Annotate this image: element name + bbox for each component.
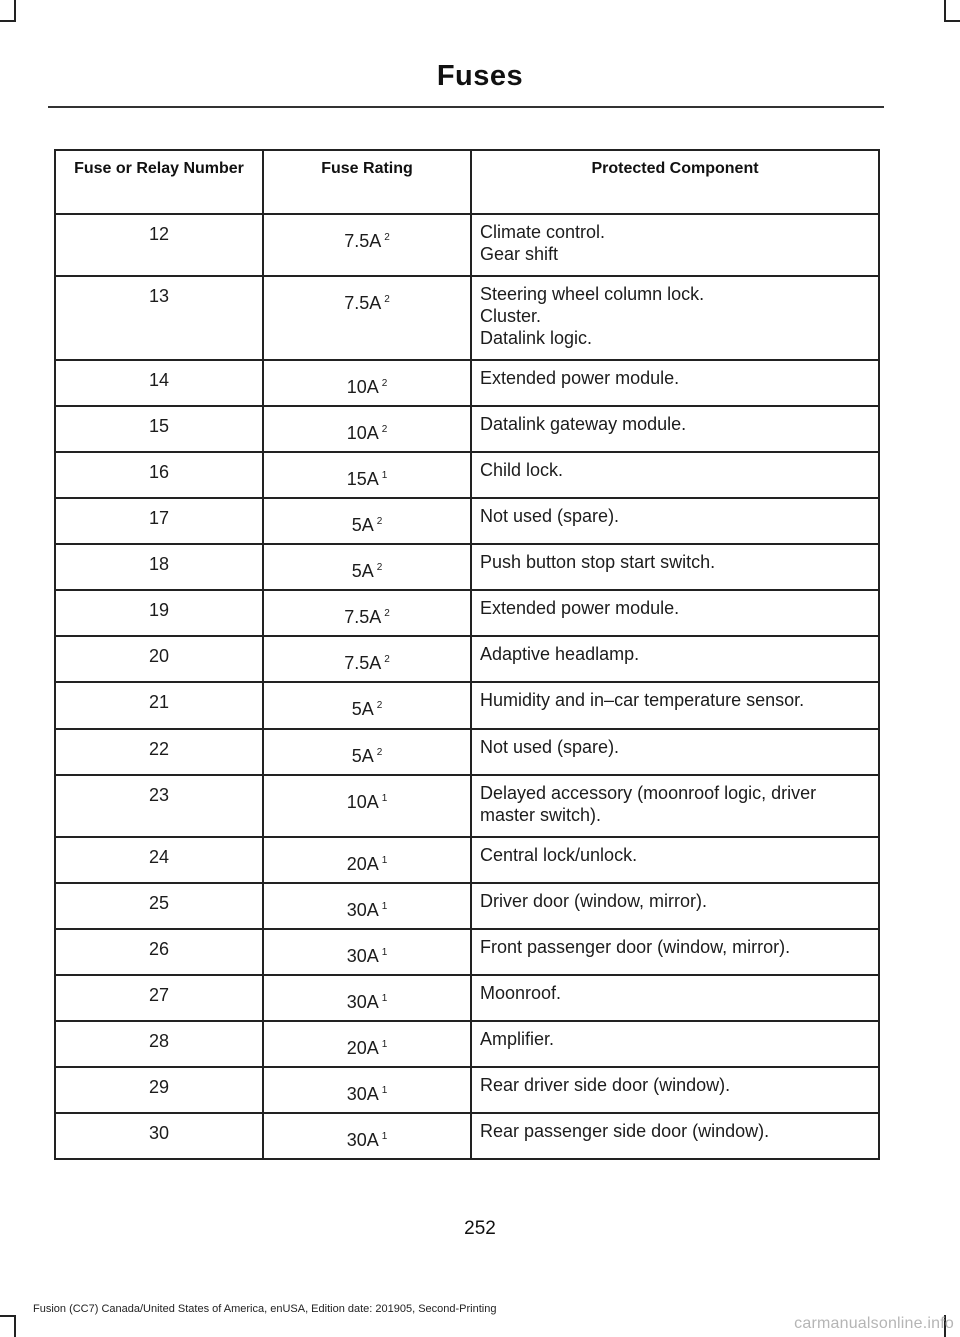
fuse-number: 30 [55, 1113, 263, 1159]
protected-component: Adaptive headlamp. [480, 644, 640, 664]
fuse-number: 14 [55, 360, 263, 406]
table-row [55, 214, 879, 276]
fuse-rating-cell [263, 214, 471, 276]
protected-component-cell [471, 883, 879, 929]
fuse-number: 16 [55, 452, 263, 498]
table-row [55, 498, 879, 544]
footnote-marker: 1 [381, 793, 388, 804]
footnote-marker: 2 [384, 294, 390, 305]
crop-mark [0, 20, 16, 22]
fuse-rating-cell [263, 360, 471, 406]
fuse-rating-cell [263, 929, 471, 975]
table-row [55, 276, 879, 360]
fuse-number: 28 [55, 1021, 263, 1067]
footnote-marker: 2 [384, 232, 390, 243]
footnote-marker: 2 [384, 608, 390, 619]
protected-component-cell [471, 360, 879, 406]
protected-component-cell [471, 975, 879, 1021]
crop-mark [14, 0, 16, 22]
fuse-rating-cell [263, 883, 471, 929]
fuse-number: 19 [55, 590, 263, 636]
table-header-row [55, 150, 879, 214]
table-row [55, 360, 879, 406]
fuse-rating: 5A [351, 515, 374, 535]
fuse-number: 20 [55, 636, 263, 682]
protected-component: Steering wheel column lock. [480, 284, 705, 304]
protected-component-cell [471, 544, 879, 590]
fuse-number: 26 [55, 929, 263, 975]
fuse-number: 24 [55, 837, 263, 883]
table-row [55, 1067, 879, 1113]
footnote-marker: 1 [381, 470, 388, 481]
fuse-rating: 30A [346, 946, 379, 966]
table-row [55, 883, 879, 929]
table-row [55, 1021, 879, 1067]
title-divider [48, 106, 884, 108]
protected-component: Driver door (window, mirror). [480, 891, 708, 911]
protected-component: Central lock/unlock. [480, 845, 638, 865]
table-row [55, 544, 879, 590]
footnote-marker: 1 [381, 993, 388, 1004]
fuse-rating: 15A [346, 469, 379, 489]
fuse-rating-cell [263, 406, 471, 452]
fuse-number: 15 [55, 406, 263, 452]
fuse-table [54, 149, 880, 1160]
fuse-number: 18 [55, 544, 263, 590]
fuse-rating-cell [263, 276, 471, 360]
fuse-number: 21 [55, 682, 263, 729]
fuse-rating-cell [263, 975, 471, 1021]
protected-component: Rear driver side door (window). [480, 1075, 731, 1095]
fuse-number: 25 [55, 883, 263, 929]
fuse-rating-cell [263, 775, 471, 837]
fuse-rating: 30A [346, 992, 379, 1012]
protected-component-cell [471, 276, 879, 360]
footnote-marker: 2 [384, 654, 390, 665]
fuse-number: 22 [55, 729, 263, 775]
fuse-number: 23 [55, 775, 263, 837]
fuse-rating: 30A [346, 1130, 379, 1150]
fuse-number: 12 [55, 214, 263, 276]
table-row [55, 929, 879, 975]
footnote-marker: 1 [381, 1131, 388, 1142]
footnote-marker: 1 [381, 1039, 388, 1050]
footer-text: Fusion (CC7) Canada/United States of America, enUSA, Edition date: 201905, Second-Printing [33, 1303, 497, 1315]
protected-component-cell [471, 214, 879, 276]
fuse-rating: 10A [346, 792, 379, 812]
protected-component: Amplifier. [480, 1029, 555, 1049]
table-row [55, 682, 879, 729]
protected-component-cell [471, 837, 879, 883]
fuse-rating-cell [263, 498, 471, 544]
protected-component-cell [471, 682, 879, 729]
protected-component: Gear shift [480, 244, 559, 264]
protected-component: Datalink gateway module. [480, 414, 687, 434]
table-row [55, 452, 879, 498]
protected-component: Climate control. [480, 222, 606, 242]
fuse-rating-cell [263, 682, 471, 729]
fuse-rating-cell [263, 1113, 471, 1159]
fuse-table-body [55, 214, 879, 1159]
fuse-rating: 20A [346, 1038, 379, 1058]
footnote-marker: 2 [376, 562, 383, 573]
protected-component: Humidity and in–car temperature sensor. [480, 690, 805, 710]
protected-component-cell [471, 929, 879, 975]
protected-component-cell [471, 1067, 879, 1113]
footnote-marker: 1 [381, 901, 388, 912]
column-header-rating: Fuse Rating [263, 150, 471, 214]
fuse-rating: 30A [346, 900, 379, 920]
fuse-rating: 10A [346, 423, 379, 443]
protected-component: Child lock. [480, 460, 564, 480]
protected-component: Moonroof. [480, 983, 562, 1003]
fuse-rating-cell [263, 636, 471, 682]
table-row [55, 729, 879, 775]
protected-component: Extended power module. [480, 598, 680, 618]
page-title: Fuses [436, 60, 524, 92]
fuse-rating-cell [263, 544, 471, 590]
table-row [55, 837, 879, 883]
fuse-rating: 7.5A [344, 293, 382, 313]
fuse-rating: 10A [346, 377, 379, 397]
fuse-rating-cell [263, 1021, 471, 1067]
fuse-rating-cell [263, 452, 471, 498]
protected-component: Not used (spare). [480, 737, 620, 757]
table-row [55, 406, 879, 452]
protected-component: Push button stop start switch. [480, 552, 716, 572]
crop-mark [944, 0, 946, 22]
table-row [55, 975, 879, 1021]
fuse-number: 17 [55, 498, 263, 544]
table-row [55, 1113, 879, 1159]
protected-component-cell [471, 775, 879, 837]
fuse-rating-cell [263, 837, 471, 883]
protected-component-cell [471, 452, 879, 498]
fuse-rating-cell [263, 590, 471, 636]
crop-mark [14, 1315, 16, 1337]
protected-component-cell [471, 636, 879, 682]
footnote-marker: 1 [381, 947, 388, 958]
protected-component: Datalink logic. [480, 328, 593, 348]
protected-component-cell [471, 729, 879, 775]
fuse-rating-cell [263, 729, 471, 775]
column-header-number: Fuse or Relay Number [55, 150, 263, 214]
fuse-rating: 7.5A [344, 231, 382, 251]
protected-component: Cluster. [480, 306, 542, 326]
crop-mark [0, 1315, 16, 1317]
fuse-rating: 5A [351, 699, 374, 719]
column-header-component: Protected Component [471, 150, 879, 214]
fuse-rating-cell [263, 1067, 471, 1113]
protected-component: Delayed accessory (moonroof logic, driver master switch). [480, 783, 817, 825]
table-row [55, 590, 879, 636]
fuse-number: 27 [55, 975, 263, 1021]
protected-component: Extended power module. [480, 368, 680, 388]
protected-component: Not used (spare). [480, 506, 620, 526]
footnote-marker: 1 [381, 855, 388, 866]
footnote-marker: 2 [376, 516, 383, 527]
footnote-marker: 2 [376, 700, 383, 711]
protected-component: Rear passenger side door (window). [480, 1121, 770, 1141]
fuse-number: 29 [55, 1067, 263, 1113]
footnote-marker: 2 [381, 424, 388, 435]
footnote-marker: 1 [381, 1085, 388, 1096]
protected-component-cell [471, 498, 879, 544]
footnote-marker: 2 [381, 378, 388, 389]
protected-component-cell [471, 1021, 879, 1067]
table-row [55, 636, 879, 682]
crop-mark [944, 20, 960, 22]
footnote-marker: 2 [376, 747, 383, 758]
fuse-rating: 20A [346, 854, 379, 874]
fuse-number: 13 [55, 276, 263, 360]
fuse-rating: 5A [351, 561, 374, 581]
page-number: 252 [464, 1218, 496, 1239]
fuse-rating: 5A [351, 746, 374, 766]
fuse-rating: 7.5A [344, 653, 382, 673]
watermark: carmanualsonline.info [794, 1315, 954, 1332]
table-row [55, 775, 879, 837]
protected-component-cell [471, 1113, 879, 1159]
fuse-rating: 7.5A [344, 607, 382, 627]
fuse-rating: 30A [346, 1084, 379, 1104]
protected-component-cell [471, 406, 879, 452]
protected-component-cell [471, 590, 879, 636]
protected-component: Front passenger door (window, mirror). [480, 937, 791, 957]
